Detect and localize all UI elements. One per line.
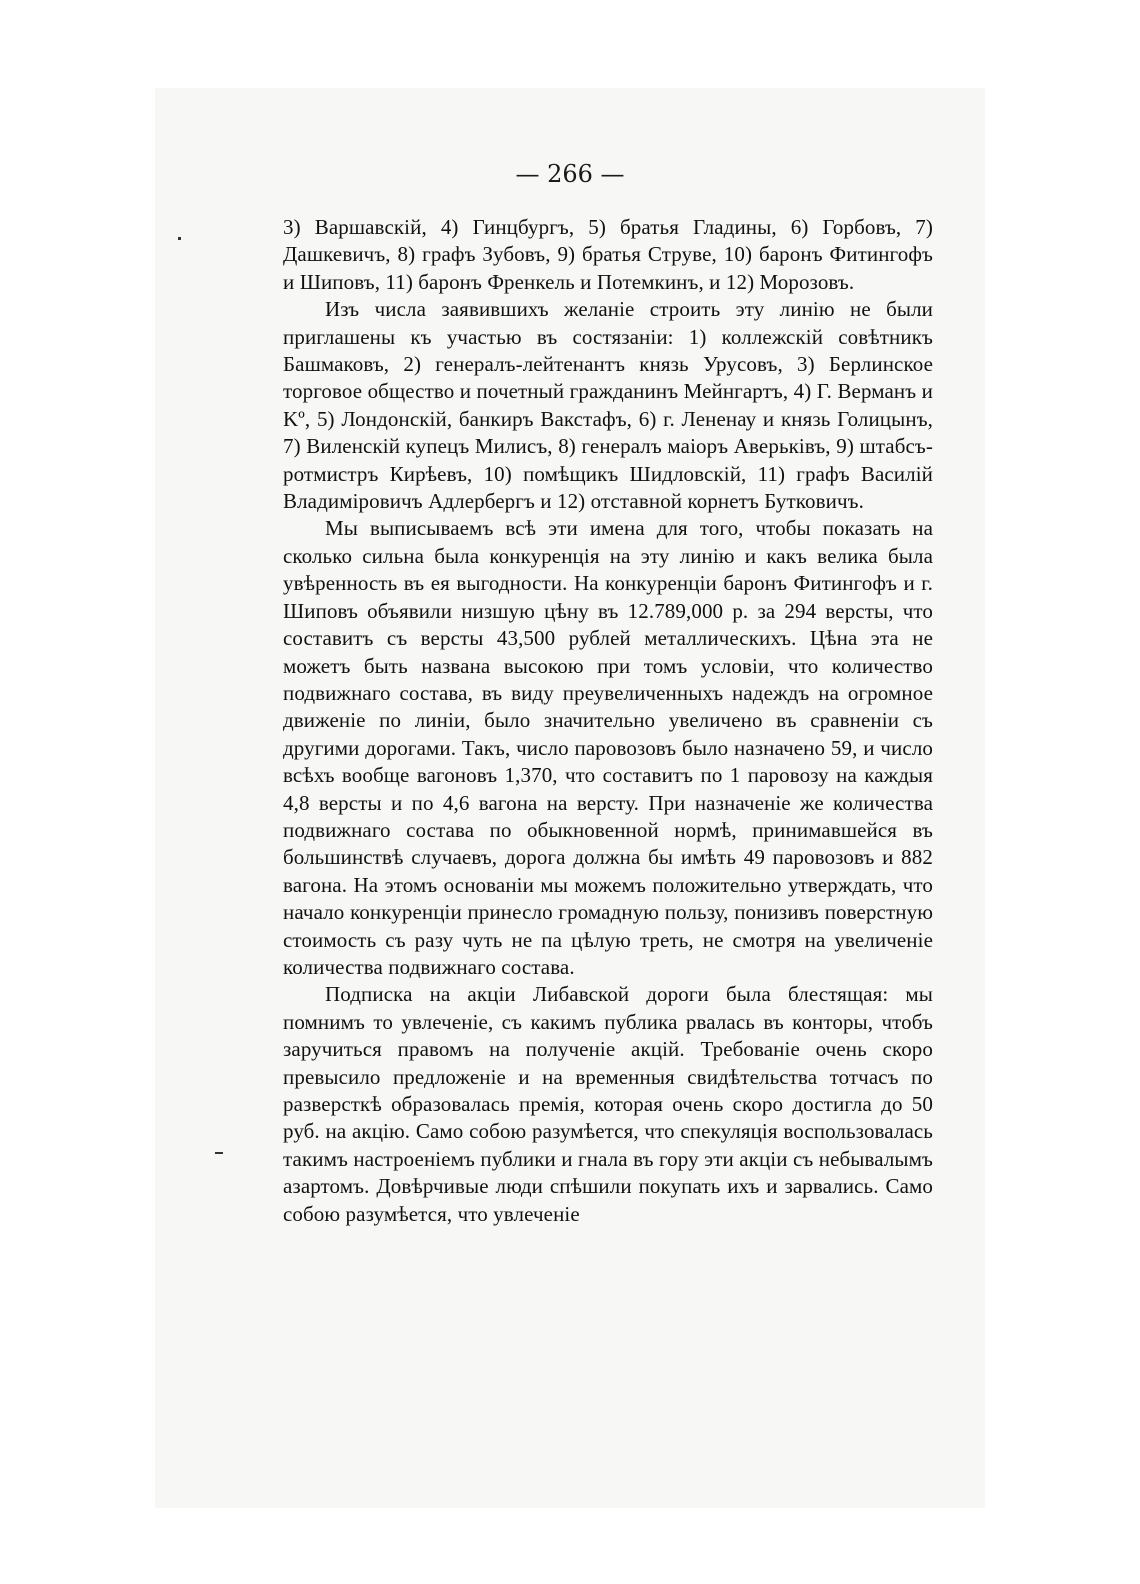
- paragraph: Изъ числа заявившихъ желаніе строить эту линію не были приглашены къ участью въ состязаніи: 1) коллежскій совѣтникъ Башмаковъ, 2) генералъ-лейтенантъ князь Урусовъ, 3) Берлинское торговое общество и почетный гражданинъ Мейнгартъ, 4) Г. Верманъ и Kº, 5) Лондонскій, банкиръ Вакстафъ, 6) г. Лененау и князь Голицынъ, 7) Виленскій купецъ Милисъ, 8) генералъ маіоръ Аверьківъ, 9) штабсъ-ротмистръ Кирѣевъ, 10) помѣщикъ Шидловскій, 11) графъ Василій Владиміровичъ Адлербергъ и 12) отставной корнетъ Бутковичъ.: [283, 297, 933, 514]
- paragraph: Подписка на акціи Либавской дороги была блестящая: мы помнимъ то увлеченіе, съ какимъ публика рвалась въ конторы, чтобъ заручиться правомъ на полученіе акцій. Требованіе очень скоро превысило предложеніе и на временныя свидѣтельства тотчасъ по разверсткѣ образовалась премія, которая очень скоро достигла до 50 руб. на акцію. Само собою разумѣется, что спекуляція воспользовалась такимъ настроеніемъ публики и гнала въ гору эти акціи съ небывалымъ азартомъ. Довѣрчивые люди спѣшили покупать ихъ и зарвались. Само собою разумѣется, что увлеченіе: [283, 982, 933, 1226]
- margin-speck: [178, 237, 181, 240]
- page-number: — 266 —: [515, 160, 625, 188]
- paragraph: Мы выписываемъ всѣ эти имена для того, чтобы показать на сколько сильна была конкуренція на эту линію и какъ велика была увѣренность въ ея выгодности. На конкуренціи баронъ Фитингофъ и г. Шиповъ объявили низшую цѣну въ 12.789,000 р. за 294 версты, что составитъ съ версты 43,500 рублей металлическихъ. Цѣна эта не можетъ быть названа высокою при томъ условіи, что количество подвижнаго состава, въ виду преувеличенныхъ надеждъ на огромное движеніе по линіи, было значительно увеличено въ сравненіи съ другими дорогами. Такъ, число паровозовъ было назначено 59, и число всѣхъ вообще вагоновъ 1,370, что составитъ по 1 паровозу на каждыя 4,8 версты и по 4,6 вагона на версту. При назначеніе же количества подвижнаго состава по обыкновенной нормѣ, принимавшейся въ большинствѣ случаевъ, дорога должна бы имѣть 49 паровозовъ и 882 вагона. На этомъ основаніи мы можемъ положительно утверждать, что начало конкуренціи принесло громадную пользу, понизивъ поверстную стоимость съ разу чуть не па цѣлую треть, не смотря на увеличеніе количества подвижнаго состава.: [283, 516, 933, 979]
- body-text: [283, 214, 933, 1228]
- paragraph: 3) Варшавскій, 4) Гинцбургъ, 5) братья Гладины, 6) Горбовъ, 7) Дашкевичъ, 8) графъ Зубовъ, 9) братья Струве, 10) баронъ Фитингофъ и Шиповъ, 11) баронъ Френкель и Потемкинъ, и 12) Морозовъ.: [283, 215, 933, 294]
- margin-speck: [215, 1152, 223, 1154]
